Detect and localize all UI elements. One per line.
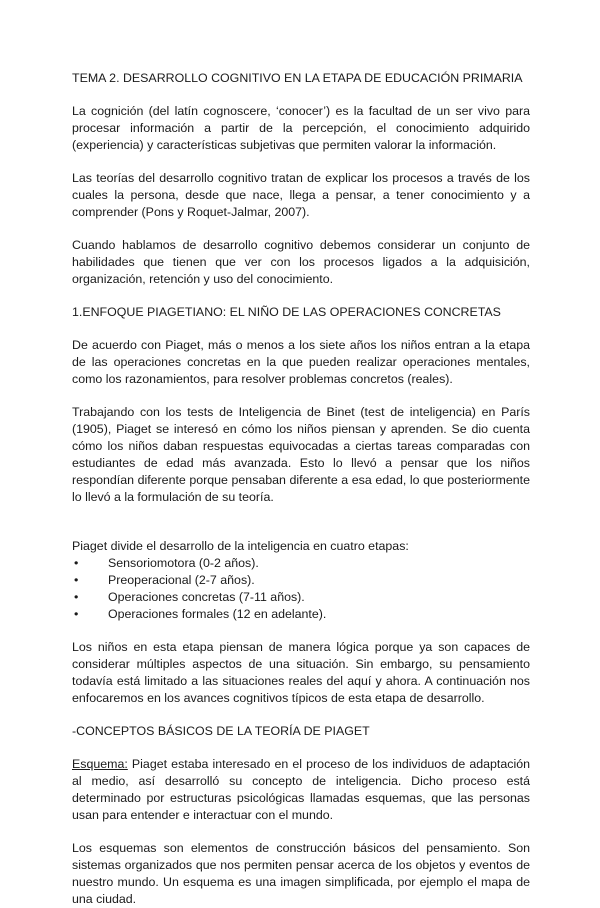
intro-paragraph-1: La cognición (del latín cognoscere, ‘conocer’) es la facultad de un ser vivo para procesar información a partir de la percepción, el conocimiento adquirido (experiencia) y características subjetivas que permiten valorar la información. (72, 104, 530, 152)
stages-list (72, 555, 530, 623)
section-2-heading: -CONCEPTOS BÁSICOS DE LA TEORÍA DE PIAGET (72, 724, 370, 738)
esquema-paragraph-2: Los esquemas son elementos de construcción básicos del pensamiento. Son sistemas organizados que nos permiten pensar acerca de los objetos y eventos de nuestro mundo. Un esquema es una imagen simplificada, por ejemplo el mapa de una ciudad. (72, 841, 530, 906)
esquema-term: Esquema: (72, 757, 128, 771)
esquema-paragraph-1 (72, 756, 530, 824)
list-item: • Sensoriomotora (0-2 años). (72, 555, 530, 572)
document-title: TEMA 2. DESARROLLO COGNITIVO EN LA ETAPA DE EDUCACIÓN PRIMARIA (72, 71, 523, 85)
esquema-paragraph-1-text: Piaget estaba interesado en el proceso de los individuos de adaptación al medio, así desarrolló su concepto de inteligencia. Dicho proceso está determinado por estructuras psicológicas llamadas esquemas, que las personas usan para entender e interactuar con el mundo. (72, 757, 530, 822)
section-1-heading: 1.ENFOQUE PIAGETIANO: EL NIÑO DE LAS OPERACIONES CONCRETAS (72, 305, 501, 319)
list-item: • Operaciones formales (12 en adelante). (72, 606, 530, 623)
list-item: • Preoperacional (2-7 años). (72, 572, 530, 589)
section-1-paragraph-2: Trabajando con los tests de Inteligencia de Binet (test de inteligencia) en París (1905), Piaget se interesó en cómo los niños piensan y aprenden. Se dio cuenta cómo los niños daban respuestas equivocadas a ciertas tareas comparadas con estudiantes de edad más avanzada. Esto lo llevó a pensar que los niños respondían diferente porque pensaban diferente a esa edad, lo que posteriormente lo llevó a la formulación de su teoría. (72, 405, 530, 504)
section-1-paragraph-4: Los niños en esta etapa piensan de manera lógica porque ya son capaces de considerar múltiples aspectos de una situación. Sin embargo, su pensamiento todavía está limitado a las situaciones reales del aquí y ahora. A continuación nos enfocaremos en los avances cognitivos típicos de esta etapa de desarrollo. (72, 640, 530, 705)
section-1-paragraph-1: De acuerdo con Piaget, más o menos a los siete años los niños entran a la etapa de las operaciones concretas en la que pueden realizar operaciones mentales, como los razonamientos, para resolver problemas concretos (reales). (72, 338, 530, 386)
list-item: • Operaciones concretas (7-11 años). (72, 589, 530, 606)
intro-paragraph-3: Cuando hablamos de desarrollo cognitivo debemos considerar un conjunto de habilidades que tienen que ver con los procesos ligados a la adquisición, organización, retención y uso del conocimiento. (72, 238, 530, 286)
section-1-paragraph-3: Piaget divide el desarrollo de la inteligencia en cuatro etapas: (72, 539, 409, 553)
intro-paragraph-2: Las teorías del desarrollo cognitivo tratan de explicar los procesos a través de los cuales la persona, desde que nace, llega a pensar, a tener conocimiento y a comprender (Pons y Roquet-Jalmar, 2007). (72, 171, 530, 219)
